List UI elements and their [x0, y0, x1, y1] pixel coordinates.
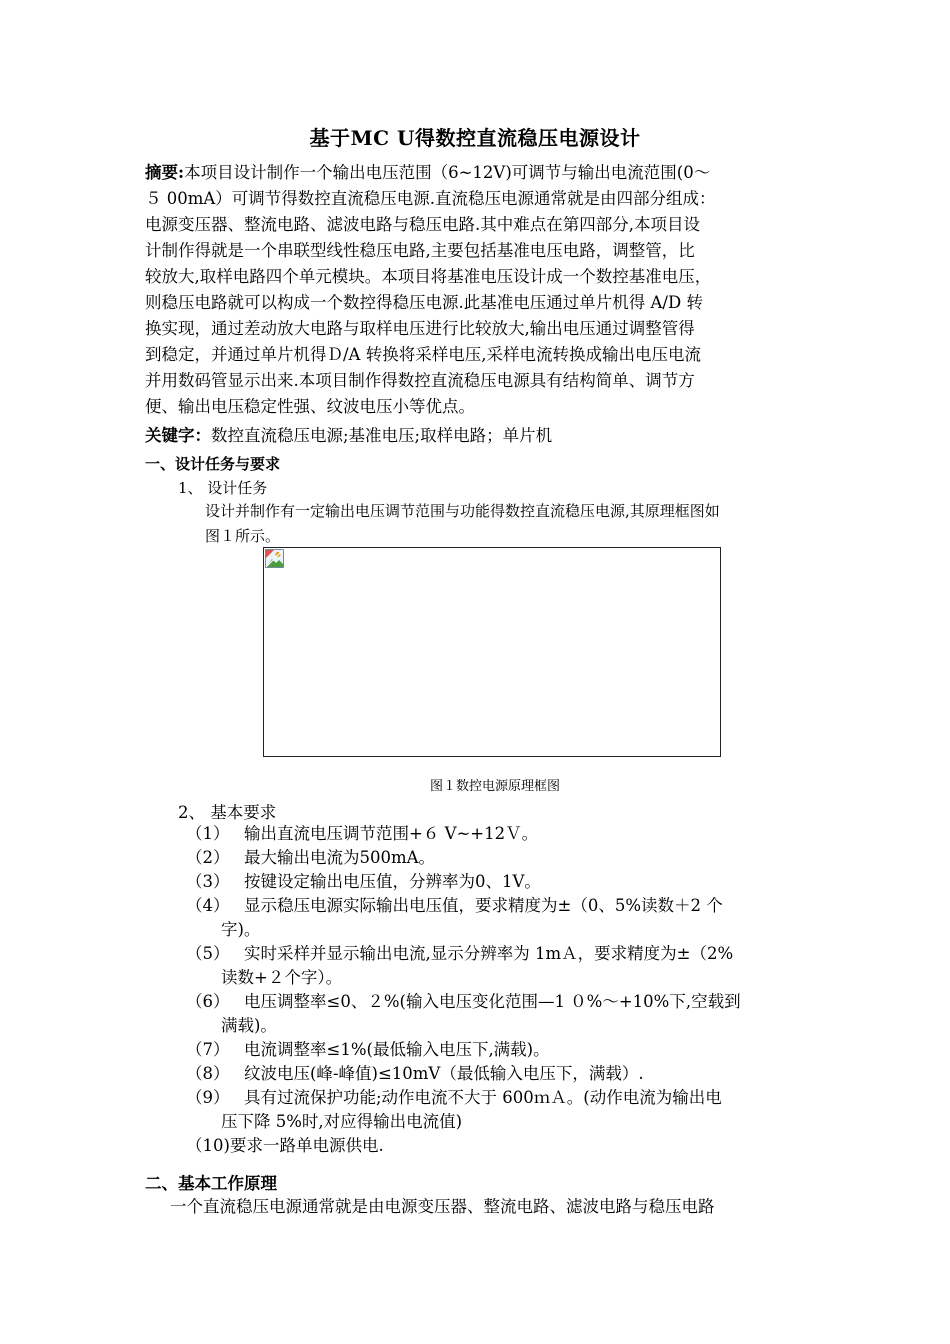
list-item: （3） 按键设定输出电压值，分辨率为0、1V。 — [186, 872, 541, 891]
list-item: （1） 输出直流电压调节范围+６ V~+12Ｖ。 — [186, 824, 539, 843]
broken-image-icon — [265, 549, 284, 568]
subsection-basic-requirements: 2、 基本要求 — [178, 803, 277, 822]
document-title: 基于MC U得数控直流稳压电源设计 — [309, 126, 641, 150]
task-description-line-2: 图１所示。 — [205, 527, 281, 545]
section1-heading: 一、设计任务与要求 — [145, 455, 281, 473]
abstract-line-2: ５ 00mA）可调节得数控直流稳压电源.直流稳压电源通常就是由四部分组成： — [145, 189, 716, 208]
abstract-line-3: 电源变压器、整流电路、滤波电路与稳压电路.其中难点在第四部分,本项目设 — [145, 215, 700, 234]
list-item: （2） 最大输出电流为500mA。 — [186, 848, 436, 867]
abstract-line-6: 则稳压电路就可以构成一个数控得稳压电源.此基准电压通过单片机得 A/D 转 — [145, 293, 703, 312]
section2-first-line: 一个直流稳压电源通常就是由电源变压器、整流电路、滤波电路与稳压电路 — [170, 1197, 715, 1216]
abstract-line-4: 计制作得就是一个串联型线性稳压电路,主要包括基准电压电路，调整管，比 — [145, 241, 695, 260]
requirements-list — [186, 822, 808, 1158]
abstract-line-1: 摘要:本项目设计制作一个输出电压范围（6~12V)可调节与输出电流范围(0～ — [145, 163, 711, 182]
abstract-line-10: 便、输出电压稳定性强、纹波电压小等优点。 — [145, 397, 475, 416]
keywords-text: 数控直流稳压电源;基准电压;取样电路；单片机 — [211, 426, 553, 445]
abstract-label: 摘要: — [145, 163, 185, 182]
abstract-line-9: 并用数码管显示出来.本项目制作得数控直流稳压电源具有结构简单、调节方 — [145, 371, 695, 390]
abstract-paragraph — [145, 160, 807, 420]
list-item: （4） 显示稳压电源实际输出电压值，要求精度为±（0、5%读数＋2 个 字)。 — [186, 896, 723, 939]
figure-caption: 图１数控电源原理框图 — [429, 779, 560, 794]
keywords-label: 关键字： — [145, 426, 211, 445]
abstract-line-7: 换实现，通过差动放大电路与取样电压进行比较放大,输出电压通过调整管得 — [145, 319, 695, 338]
list-item: （6） 电压调整率≤0、２%(输入电压变化范围—1 ０%～+10%下,空载到 满载)。 — [186, 992, 741, 1035]
abstract-line-8: 到稳定，并通过单片机得Ｄ/A 转换将采样电压,采样电流转换成输出电压电流 — [145, 345, 701, 364]
abstract-line-5: 较放大,取样电路四个单元模块。本项目将基准电压设计成一个数控基准电压， — [145, 267, 712, 286]
list-item: （8） 纹波电压(峰-峰值)≤10mV（最低输入电压下，满载）. — [186, 1064, 644, 1083]
list-item: （9） 具有过流保护功能;动作电流不大于 600ｍＡ。(动作电流为输出电 压下降 5%时,对应得输出电流值) — [186, 1088, 722, 1131]
task-description-line-1: 设计并制作有一定输出电压调节范围与功能得数控直流稳压电源,其原理框图如 — [205, 502, 720, 520]
section2-heading: 二、基本工作原理 — [145, 1174, 277, 1193]
subsection-design-task: 1、 设计任务 — [178, 479, 268, 497]
list-item: （5） 实时采样并显示输出电流,显示分辨率为 1mＡ，要求精度为±（2% 读数+２个字）。 — [186, 944, 734, 987]
keywords-line — [145, 423, 807, 449]
list-item: （7） 电流调整率≤1%(最低输入电压下,满载)。 — [186, 1040, 550, 1059]
list-item: （10)要求一路单电源供电. — [186, 1136, 384, 1155]
figure-frame — [263, 547, 721, 757]
